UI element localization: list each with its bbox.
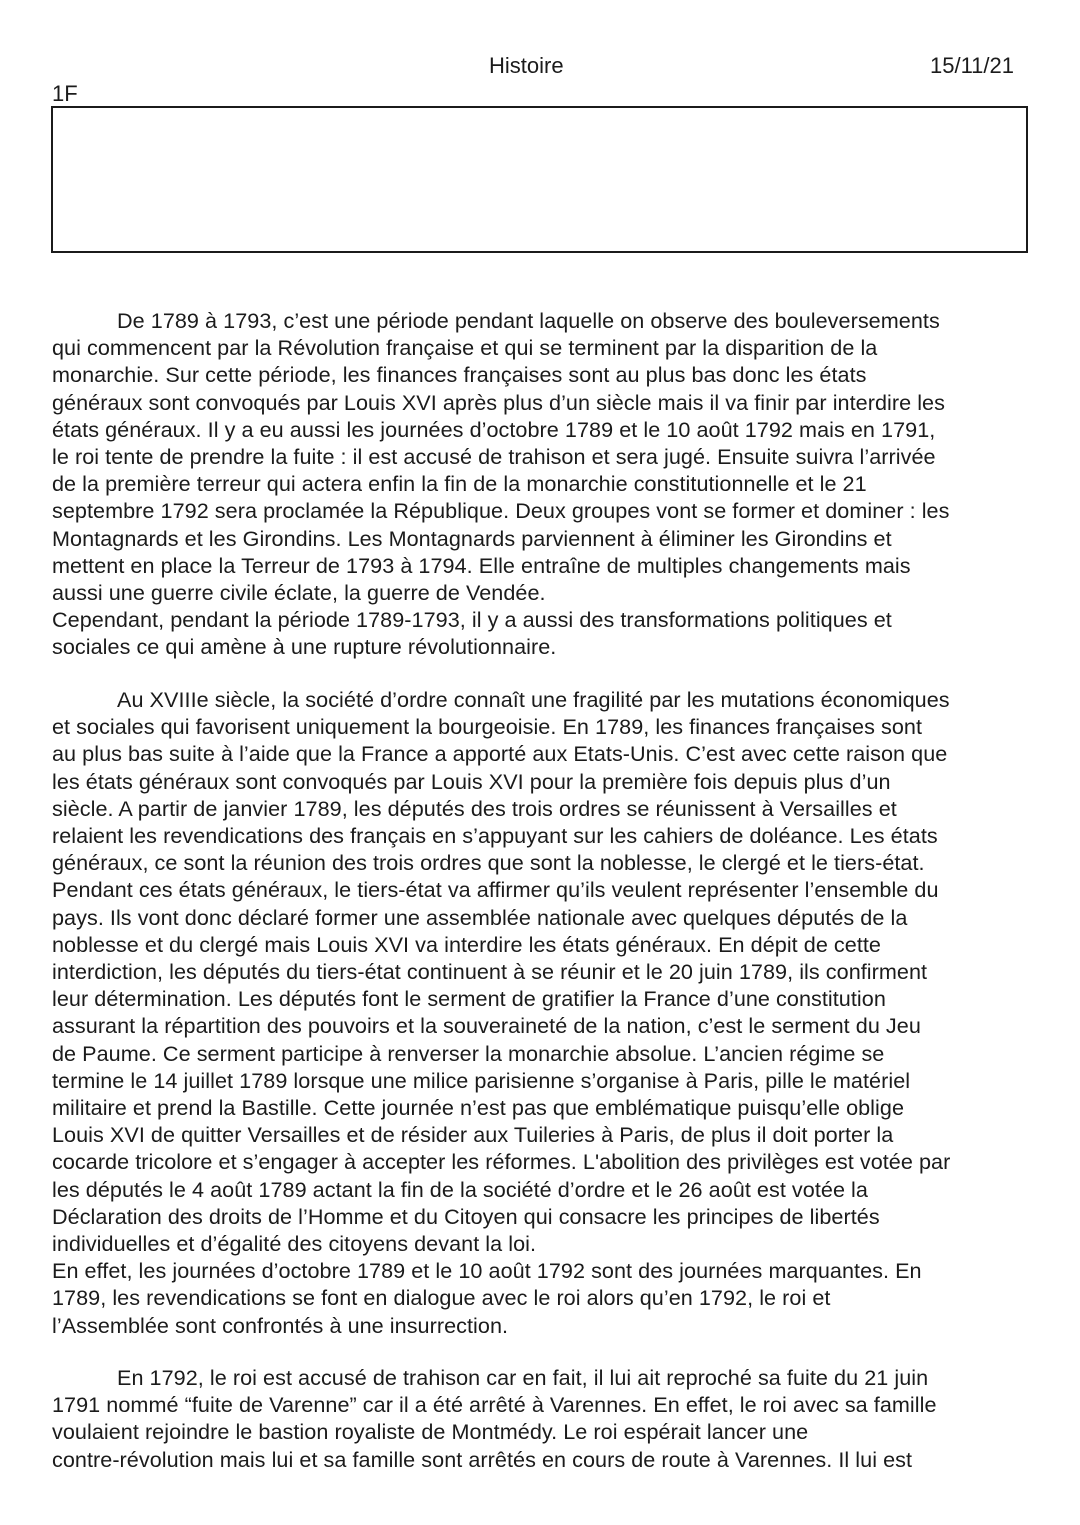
paragraph-part-two xyxy=(52,1364,1042,1473)
text-line: interdiction, les députés du tiers-état continuent à se réunir et le 20 juin 1789, ils confirment xyxy=(52,959,928,985)
paragraph-introduction xyxy=(52,307,1042,661)
text-line: Au XVIIIe siècle, la société d’ordre connaît une fragilité par les mutations économiques xyxy=(117,687,950,712)
text-line: En 1792, le roi est accusé de trahison car en fait, il lui ait reproché sa fuite du 21 juin xyxy=(117,1365,929,1390)
text-line: Montagnards et les Girondins. Les Montagnards parviennent à éliminer les Girondins et xyxy=(52,525,892,551)
document-date: 15/11/21 xyxy=(929,53,1014,78)
text-line: 1789, les revendications se font en dialogue avec le roi alors qu’en 1792, le roi et xyxy=(52,1285,831,1311)
text-line: monarchie. Sur cette période, les finances françaises sont au plus bas donc les états xyxy=(52,362,867,388)
text-line: relaient les revendications des français en s’appuyant sur les cahiers de doléance. Les états xyxy=(52,823,938,849)
text-line: 1791 nommé “fuite de Varenne” car il a été arrêté à Varennes. En effet, le roi avec sa famille xyxy=(52,1392,937,1418)
text-line: voulaient rejoindre le bastion royaliste de Montmédy. Le roi espérait lancer une xyxy=(52,1419,809,1445)
paragraph-part-one xyxy=(52,686,1042,1339)
text-line: de la première terreur qui actera enfin la fin de la monarchie constitutionnelle et le 21 xyxy=(52,471,867,497)
text-line: cocarde tricolore et s’engager à accepter les réformes. L'abolition des privilèges est votée par xyxy=(52,1149,951,1175)
text-line: leur détermination. Les députés font le serment de gratifier la France d’une constitution xyxy=(52,986,886,1012)
text-line: sociales ce qui amène à une rupture révolutionnaire. xyxy=(52,634,557,660)
text-line: militaire et prend la Bastille. Cette journée n’est pas que emblématique puisqu’elle oblige xyxy=(52,1095,904,1121)
text-line: contre-révolution mais lui et sa famille sont arrêtés en cours de route à Varennes. Il lui est xyxy=(52,1446,913,1472)
text-line: qui commencent par la Révolution française et qui se terminent par la disparition de la xyxy=(52,335,878,361)
text-line: Déclaration des droits de l’Homme et du Citoyen qui consacre les principes de libertés xyxy=(52,1203,880,1229)
text-line: termine le 14 juillet 1789 lorsque une milice parisienne s’organise à Paris, pille le matériel xyxy=(52,1067,911,1093)
text-line: mettent en place la Terreur de 1793 à 1794. Elle entraîne de multiples changements mais xyxy=(52,552,911,578)
text-line: Cependant, pendant la période 1789-1793, il y a aussi des transformations politiques et xyxy=(52,607,892,633)
text-line: généraux sont convoqués par Louis XVI après plus d’un siècle mais il va finir par interdire les xyxy=(52,389,945,415)
text-line: individuelles et d’égalité des citoyens devant la loi. xyxy=(52,1231,537,1257)
text-line: siècle. A partir de janvier 1789, les députés des trois ordres se réunissent à Versailles et xyxy=(52,795,897,821)
text-line: De 1789 à 1793, c’est une période pendant laquelle on observe des bouleversements xyxy=(117,308,940,333)
text-line: l’Assemblée sont confrontés à une insurrection. xyxy=(52,1312,509,1338)
text-line: et sociales qui favorisent uniquement la bourgeoisie. En 1789, les finances françaises sont xyxy=(52,714,923,740)
text-line: les états généraux sont convoqués par Louis XVI pour la première fois depuis plus d’un xyxy=(52,768,891,794)
text-line: états généraux. Il y a eu aussi les journées d’octobre 1789 et le 10 août 1792 mais en 1791, xyxy=(52,416,936,442)
text-line: Louis XVI de quitter Versailles et de résider aux Tuileries à Paris, de plus il doit porter la xyxy=(52,1122,894,1148)
text-line: les députés le 4 août 1789 actant la fin de la société d’ordre et le 26 août est votée la xyxy=(52,1176,868,1202)
text-line: généraux, ce sont la réunion des trois ordres que sont la noblesse, le clergé et le tiers-état. xyxy=(52,850,925,876)
subject-title: Histoire xyxy=(489,53,564,78)
text-line: septembre 1792 sera proclamée la République. Deux groupes vont se former et dominer : les xyxy=(52,498,950,524)
text-line: noblesse et du clergé mais Louis XVI va interdire les états généraux. En dépit de cette xyxy=(52,931,881,957)
text-line: le roi tente de prendre la fuite : il est accusé de trahison et sera jugé. Ensuite suivra l’arrivée xyxy=(52,444,936,470)
text-line: Pendant ces états généraux, le tiers-état va affirmer qu’ils veulent représenter l’ensemble du xyxy=(52,877,939,903)
text-line: aussi une guerre civile éclate, la guerre de Vendée. xyxy=(52,580,546,606)
text-line: pays. Ils vont donc déclaré former une assemblée nationale avec quelques députés de la xyxy=(52,904,908,930)
text-line: de Paume. Ce serment participe à renverser la monarchie absolue. L’ancien régime se xyxy=(52,1040,885,1066)
text-line: assurant la répartition des pouvoirs et la souveraineté de la nation, c’est le serment du Jeu xyxy=(52,1013,921,1039)
class-label: 1F xyxy=(52,81,78,106)
text-line: au plus bas suite à l’aide que la France a apporté aux Etats-Unis. C’est avec cette raison que xyxy=(52,741,948,767)
text-line: En effet, les journées d’octobre 1789 et le 10 août 1792 sont des journées marquantes. En xyxy=(52,1258,922,1284)
title-box xyxy=(51,106,1028,253)
